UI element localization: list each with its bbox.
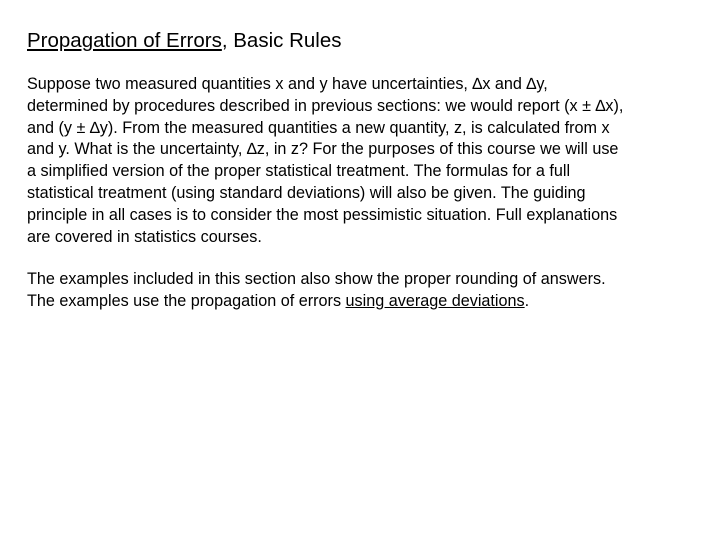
examples-paragraph [27,269,697,313]
paragraph-line: a simplified version of the proper statistical treatment. The formulas for a full [27,162,571,181]
title-main: Propagation of Errors [27,29,222,52]
paragraph-line: The examples included in this section also show the proper rounding of answers. [27,270,606,288]
title-suffix: , Basic Rules [221,29,342,52]
paragraph-line: and (y ± ∆y). From the measured quantities a new quantity, z, is calculated from x [27,118,610,137]
page-title [27,28,342,54]
paragraph-line: determined by procedures described in previous sections: we would report (x ± ∆x), [27,96,624,115]
paragraph-line: and y. What is the uncertainty, ∆z, in z? For the purposes of this course we will use [27,140,619,159]
paragraph-line: statistical treatment (using standard deviations) will also be given. The guiding [27,183,586,202]
paragraph-line: are covered in statistics courses. [27,227,262,246]
paragraph-line: Suppose two measured quantities x and y have uncertainties, ∆x and ∆y, [27,75,548,93]
paragraph-line: principle in all cases is to consider the most pessimistic situation. Full explanations [27,205,618,224]
line-suffix: . [524,291,530,310]
paragraph-line [27,291,697,313]
line-prefix: The examples use the propagation of errors [27,291,346,310]
average-deviations-link[interactable]: using average deviations [345,291,525,310]
intro-paragraph [27,74,697,248]
